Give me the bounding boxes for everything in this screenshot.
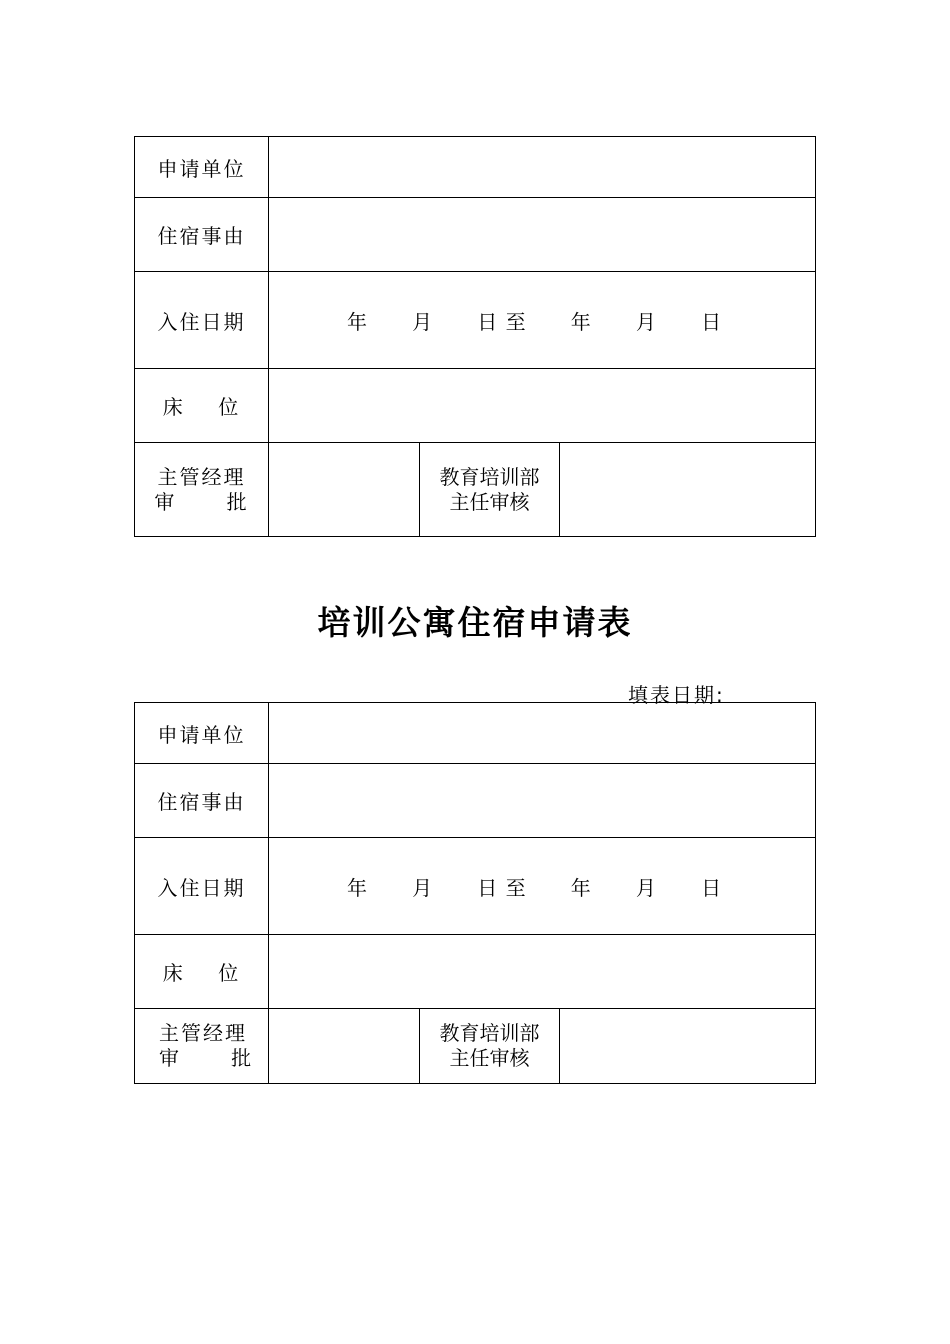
checkin-date-range-field[interactable]: 年 月 日 至 年 月 日 [269, 838, 816, 935]
director-review-field[interactable] [560, 443, 816, 537]
manager-label-line1: 主管经理 [157, 464, 246, 489]
stay-reason-field[interactable] [269, 198, 816, 272]
applicant-unit-field[interactable] [269, 137, 816, 198]
stay-reason-field[interactable] [269, 764, 816, 838]
director-review-label [420, 1009, 560, 1084]
manager-approval-label [135, 1009, 269, 1084]
form-title: 培训公寓住宿申请表 [317, 603, 633, 642]
bed-field[interactable] [269, 369, 816, 443]
director-label-line1: 教育培训部 [439, 464, 540, 489]
manager-approval-field[interactable] [269, 1009, 420, 1084]
director-label-line2: 主任审核 [449, 1046, 530, 1070]
bed-label: 床 位 [135, 935, 269, 1009]
checkin-date-label: 入住日期 [135, 272, 269, 369]
applicant-unit-field[interactable] [269, 703, 816, 764]
applicant-unit-label: 申请单位 [135, 703, 269, 764]
application-form-bottom [134, 702, 816, 1084]
manager-label-line1: 主管经理 [159, 1021, 247, 1045]
bed-label: 床 位 [135, 369, 269, 443]
checkin-date-range-field[interactable]: 年 月 日 至 年 月 日 [269, 272, 816, 369]
stay-reason-label: 住宿事由 [135, 764, 269, 838]
checkin-date-label: 入住日期 [135, 838, 269, 935]
director-review-field[interactable] [560, 1009, 816, 1084]
director-review-label [420, 443, 560, 537]
manager-approval-field[interactable] [269, 443, 420, 537]
manager-label-line2: 审 批 [159, 1046, 254, 1070]
applicant-unit-label: 申请单位 [135, 137, 269, 198]
director-label-line1: 教育培训部 [439, 1021, 540, 1045]
bed-field[interactable] [269, 935, 816, 1009]
stay-reason-label: 住宿事由 [135, 198, 269, 272]
fill-date-label: 填表日期: [628, 683, 725, 707]
manager-approval-label [135, 443, 269, 537]
application-form-top [134, 136, 816, 537]
director-label-line2: 主任审核 [449, 489, 530, 514]
manager-label-line2: 审 批 [154, 489, 249, 514]
